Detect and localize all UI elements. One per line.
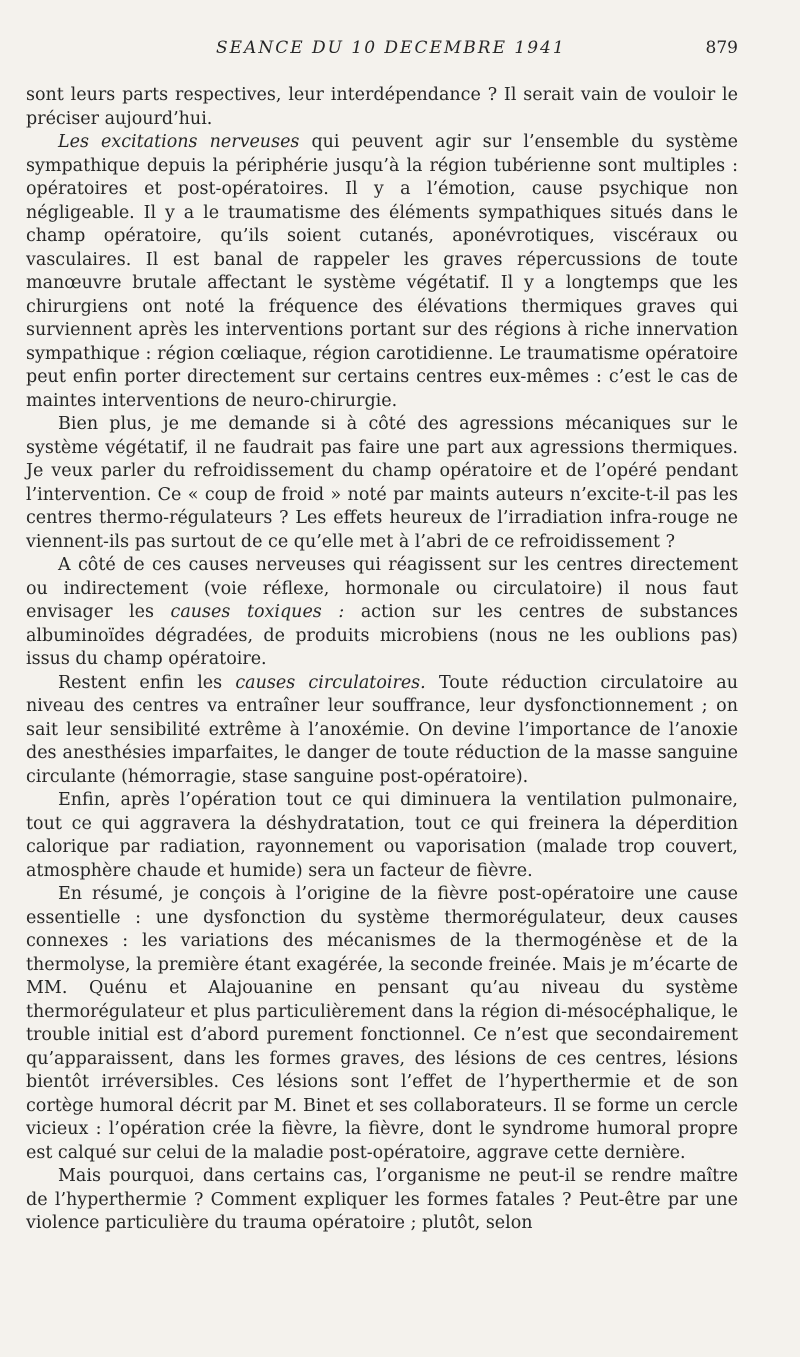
italic-text-run: causes toxiques : <box>170 602 345 622</box>
paragraph <box>26 413 738 554</box>
italic-text-run: causes circulatoires. <box>235 672 426 693</box>
text-run: Toute réduction circulatoire au niveau des centres va entraîner leur souffrance, leur dysfonctionnement ; on sait leur sensibilité extrême à l’anoxémie. On devine l’importance de l’anoxie des anesthésies imparfaites, le danger de toute réduction de la masse sanguine circulante (hémorragie, stase sanguine post-opératoire). <box>26 672 738 787</box>
paragraph <box>26 672 738 790</box>
text-run: qui peuvent agir sur l’ensemble du système sympathique depuis la périphérie jusqu’à la région tubérienne sont multiples : opératoires et post-opératoires. Il y a l’émotion, cause psychique non négligeable. Il y a le traumatisme des éléments sympathiques situés dans le champ opératoire, qu’ils soient cutanés, aponévrotiques, viscéraux ou vasculaires. Il est banal de rappeler les graves répercussions de toute manœuvre brutale affectant le système végétatif. Il y a longtemps que les chirurgiens ont noté la fréquence des élévations thermiques graves qui surviennent après les interventions portant sur des régions à riche innervation sympathique : région cœliaque, région carotidienne. Le traumatisme opératoire peut enfin porter directement sur certains centres eux-mêmes : c’est le cas de maintes interventions de neuro-chirurgie. <box>26 132 738 411</box>
running-title: SEANCE DU 10 DECEMBRE 1941 <box>216 38 566 58</box>
paragraph <box>26 554 738 672</box>
text-run: Restent enfin les <box>58 672 236 693</box>
italic-text-run: Les excitations nerveuses <box>58 132 300 152</box>
page-number: 879 <box>705 38 738 58</box>
text-run: sont leurs parts respectives, leur interdépendance ? Il serait vain de vouloir le préciser aujourd’hui. <box>26 85 738 129</box>
paragraph <box>26 883 738 1165</box>
paragraph <box>26 1165 738 1236</box>
text-run: action sur les centres de substances albuminoïdes dégradées, de produits microbiens (nous ne les oublions pas) issus du champ opératoire. <box>26 602 738 669</box>
text-run: Mais pourquoi, dans certains cas, l’organisme ne peut-il se rendre maître de l’hyperthermie ? Comment expliquer les formes fatales ? Peut-être par une violence particulière du trauma opératoire ; plutôt, selon <box>26 1166 738 1233</box>
text-run: Bien plus, je me demande si à côté des agressions mécaniques sur le système végétatif, il ne faudrait pas faire une part aux agressions thermiques. Je veux parler du refroidissement du champ opératoire et de l’opéré pendant l’intervention. Ce « coup de froid » noté par maints auteurs n’excite-t-il pas les centres thermo-régulateurs ? Les effets heureux de l’irradiation infra-rouge ne viennent-ils pas surtout de ce qu’elle met à l’abri de ce refroidissement ? <box>26 414 738 552</box>
paragraph <box>26 84 738 131</box>
text-run: Enfin, après l’opération tout ce qui diminuera la ventilation pulmonaire, tout ce qui aggravera la déshydratation, tout ce qui freinera la déperdition calorique par radiation, rayonnement ou vaporisation (malade trop couvert, atmosphère chaude et humide) sera un facteur de fièvre. <box>26 790 738 881</box>
paragraph <box>26 789 738 883</box>
page-header <box>26 30 738 60</box>
paragraph <box>26 131 738 413</box>
body-text <box>26 84 738 1236</box>
text-run: A côté de ces causes nerveuses qui réagissent sur les centres directement ou indirectement (voie réflexe, hormonale ou circulatoire) il nous faut envisager les <box>26 555 738 622</box>
text-run: En résumé, je conçois à l’origine de la fièvre post-opératoire une cause essentielle : une dysfonction du système thermorégulateur, deux causes connexes : les variations des mécanismes de la thermogénèse et de la thermolyse, la première étant exagérée, la seconde freinée. Mais je m’écarte de MM. Quénu et Alajouanine en pensant qu’au niveau du système thermorégulateur et plus particulièrement dans la région di-mésocéphalique, le trouble initial est d’abord purement fonctionnel. Ce n’est que secondairement qu’apparaissent, dans les formes graves, des lésions de ces centres, lésions bientôt irréversibles. Ces lésions sont l’effet de l’hyperthermie et de son cortège humoral décrit par M. Binet et ses collaborateurs. Il se forme un cercle vicieux : l’opération crée la fièvre, la fièvre, dont le syndrome humoral propre est calqué sur celui de la maladie post-opératoire, aggrave cette dernière. <box>26 884 738 1163</box>
